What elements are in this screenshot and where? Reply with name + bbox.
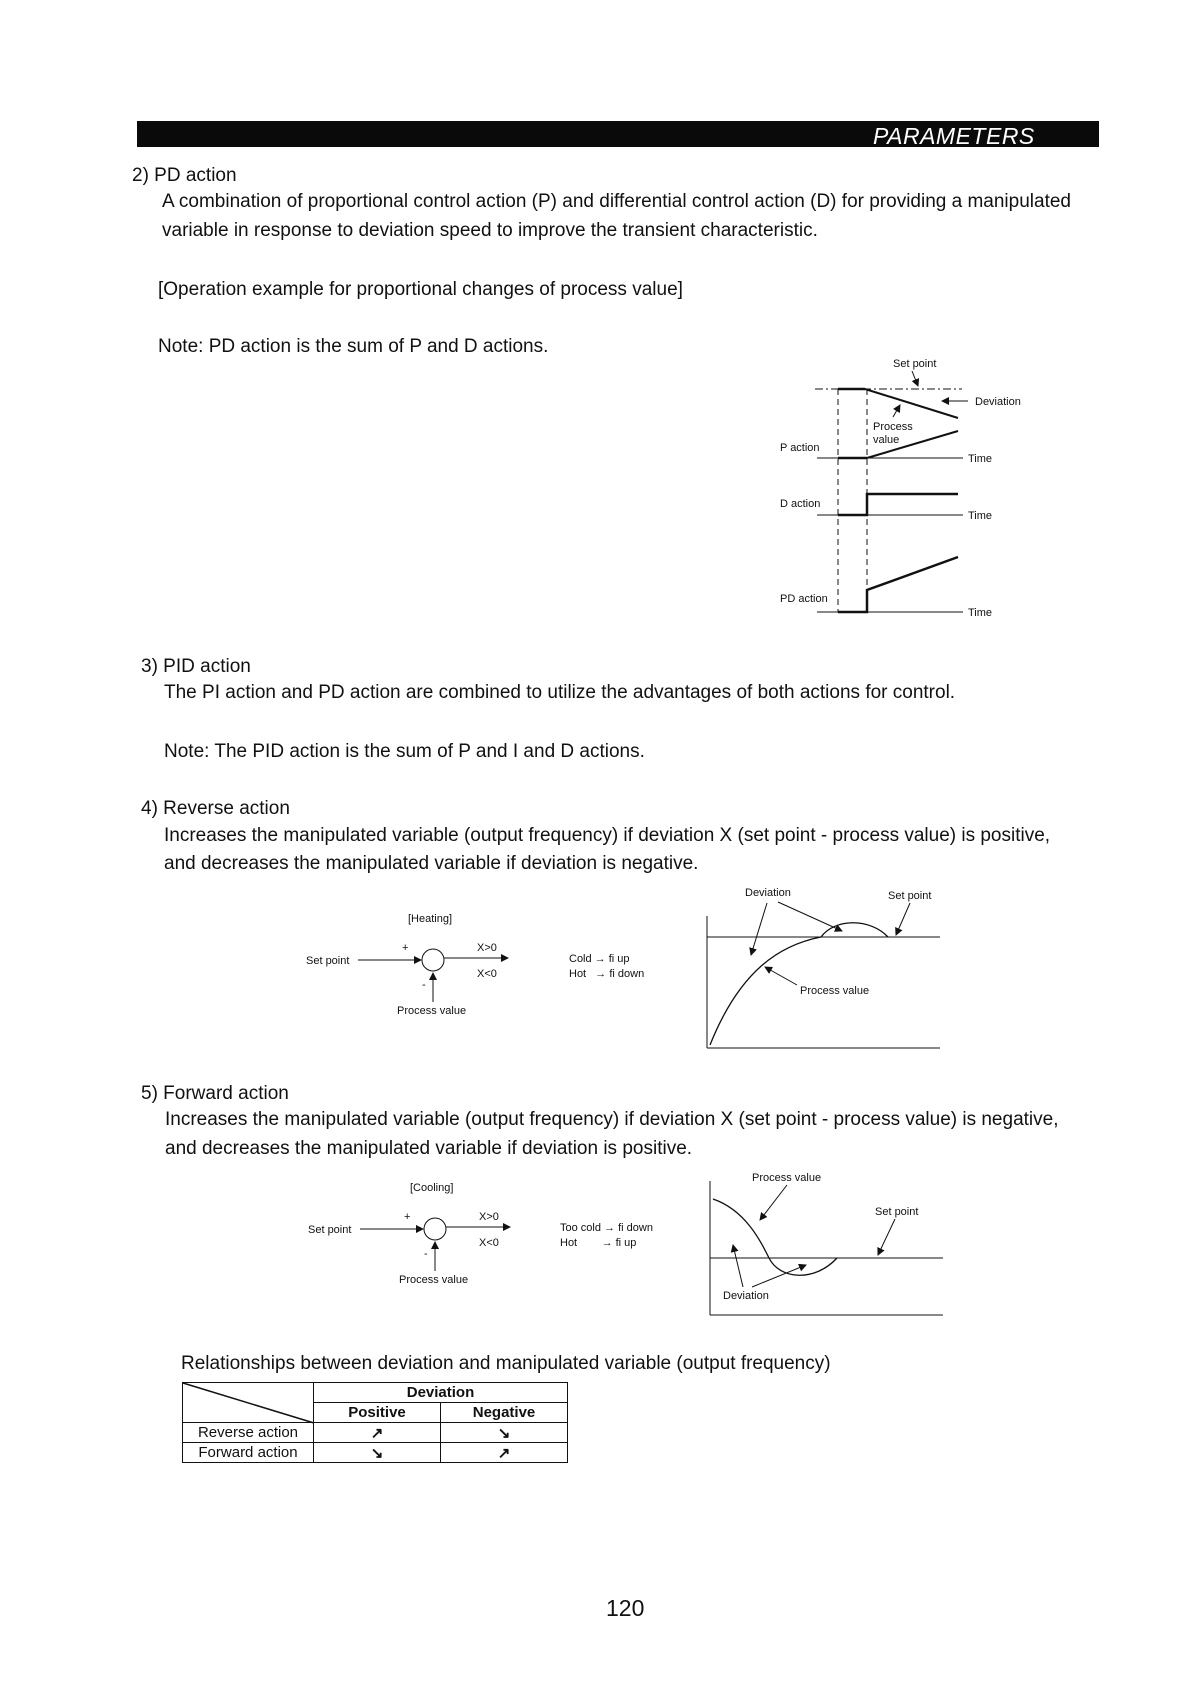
- d-action-label: D action: [780, 498, 821, 510]
- heating-block-diagram: [306, 913, 644, 1017]
- reverse-action-graph: [707, 887, 940, 1048]
- pd-text-line2: variable in response to deviation speed to improve the transient characteristic.: [162, 220, 818, 241]
- process-value-label: Process value: [399, 1274, 469, 1286]
- pd-process-label: Process: [873, 421, 913, 433]
- graph-process-value-label: Process value: [752, 1172, 822, 1184]
- rule-hot: Hot → fi up: [560, 1237, 637, 1249]
- process-value-label: Process value: [397, 1005, 467, 1017]
- forward-heading: 5) Forward action: [141, 1083, 289, 1104]
- positive-header: Positive: [314, 1403, 441, 1423]
- minus-sign: -: [424, 1248, 428, 1260]
- pd-deviation-label: Deviation: [975, 396, 1021, 408]
- graph-set-point-label: Set point: [875, 1206, 919, 1218]
- reverse-text-line2: and decreases the manipulated variable if deviation is negative.: [164, 853, 699, 874]
- pd-heading: 2) PD action: [132, 165, 237, 186]
- x-negative-label: X<0: [479, 1237, 499, 1249]
- section-title: PARAMETERS: [873, 123, 1035, 149]
- reverse-heading: 4) Reverse action: [141, 798, 290, 819]
- forward-text-line1: Increases the manipulated variable (output frequency) if deviation X (set point - process value) is negative,: [165, 1109, 1059, 1130]
- set-point-label: Set point: [306, 955, 350, 967]
- arrow-up-icon: ↗: [441, 1443, 568, 1463]
- relationship-caption: Relationships between deviation and manipulated variable (output frequency): [181, 1353, 831, 1374]
- cooling-label: [Cooling]: [410, 1182, 454, 1194]
- deviation-header: Deviation: [314, 1383, 568, 1403]
- table-row: [183, 1443, 568, 1463]
- pd-note: Note: PD action is the sum of P and D actions.: [158, 336, 549, 357]
- rule-too-cold: Too cold → fi down: [560, 1222, 653, 1234]
- pd-value-label: value: [873, 434, 900, 446]
- pid-heading: 3) PID action: [141, 656, 251, 677]
- p-time-label: Time: [968, 453, 993, 465]
- minus-sign: -: [422, 979, 426, 991]
- cooling-block-diagram: [308, 1182, 653, 1286]
- forward-action-graph: [710, 1172, 943, 1315]
- pid-note: Note: The PID action is the sum of P and I and D actions.: [164, 741, 645, 762]
- graph-process-value-label: Process value: [800, 985, 870, 997]
- arrow-down-icon: ↘: [314, 1443, 441, 1463]
- pd-example: [Operation example for proportional changes of process value]: [158, 279, 683, 300]
- plus-sign: +: [404, 1211, 411, 1223]
- arrow-down-icon: ↘: [441, 1423, 568, 1443]
- row-label: Reverse action: [183, 1423, 314, 1443]
- pid-text-line1: The PI action and PD action are combined to utilize the advantages of both actions for control.: [164, 682, 956, 703]
- plus-sign: +: [402, 942, 409, 954]
- graph-deviation-label: Deviation: [723, 1290, 769, 1302]
- pd-time-label: Time: [968, 607, 993, 619]
- pd-action-diagram: [780, 358, 1021, 619]
- p-action-label: P action: [780, 442, 820, 454]
- x-positive-label: X>0: [477, 942, 497, 954]
- x-positive-label: X>0: [479, 1211, 499, 1223]
- x-negative-label: X<0: [477, 968, 497, 980]
- page-number: 120: [606, 1595, 645, 1621]
- graph-set-point-label: Set point: [888, 890, 932, 902]
- pd-action-label: PD action: [780, 593, 828, 605]
- row-label: Forward action: [183, 1443, 314, 1463]
- relationship-table: [182, 1382, 568, 1463]
- d-time-label: Time: [968, 510, 993, 522]
- rule-cold: Cold → fi up: [569, 953, 630, 965]
- negative-header: Negative: [441, 1403, 568, 1423]
- forward-text-line2: and decreases the manipulated variable if deviation is positive.: [165, 1138, 693, 1159]
- set-point-label: Set point: [308, 1224, 352, 1236]
- table-row: [183, 1423, 568, 1443]
- rule-hot: Hot → fi down: [569, 968, 645, 980]
- arrow-up-icon: ↗: [314, 1423, 441, 1443]
- pd-set-point-label: Set point: [893, 358, 937, 370]
- pd-text-line1: A combination of proportional control action (P) and differential control action (D) for providing a manipulated: [162, 191, 1071, 212]
- graph-deviation-label: Deviation: [745, 887, 791, 899]
- table-corner-cell: [183, 1383, 314, 1423]
- reverse-text-line1: Increases the manipulated variable (output frequency) if deviation X (set point - process value) is positive,: [164, 825, 1051, 846]
- heating-label: [Heating]: [408, 913, 453, 925]
